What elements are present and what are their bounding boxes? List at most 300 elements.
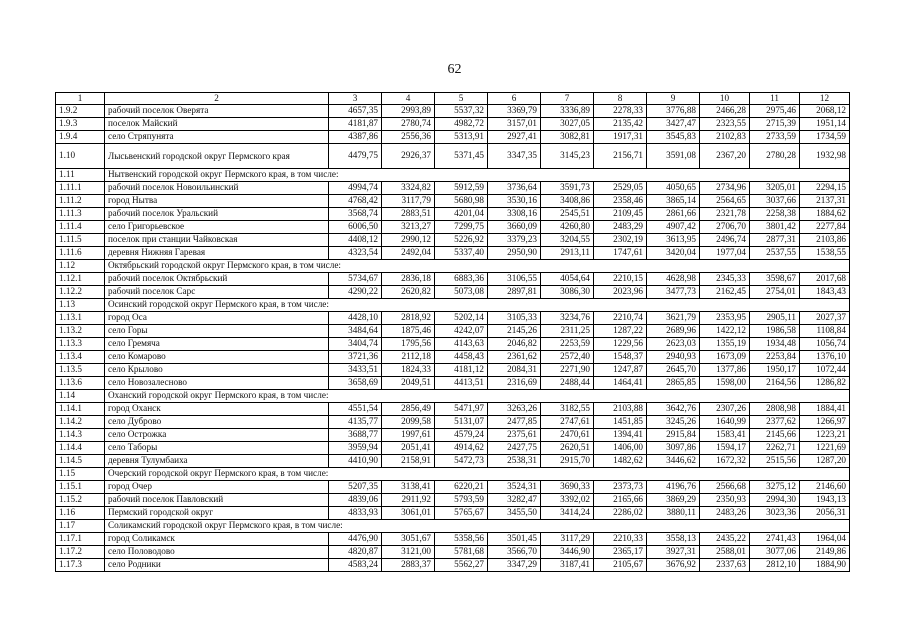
value-cell: 3086,30	[541, 286, 594, 299]
value-cell: 2754,01	[750, 286, 800, 299]
column-header: 5	[435, 93, 488, 105]
value-cell: 4833,93	[329, 507, 382, 520]
row-code: 1.14.5	[56, 455, 105, 468]
value-cell: 4323,54	[329, 247, 382, 260]
value-cell: 3182,55	[541, 403, 594, 416]
section-row	[56, 390, 850, 403]
section-title: Соликамский городской округ Пермского края, в том числе:	[105, 520, 850, 533]
value-cell: 2488,44	[541, 377, 594, 390]
value-cell: 2994,30	[750, 494, 800, 507]
column-header: 6	[488, 93, 541, 105]
value-cell: 4476,90	[329, 533, 382, 546]
value-cell: 2812,10	[750, 559, 800, 572]
value-cell: 3545,83	[647, 131, 700, 144]
value-cell: 4050,65	[647, 182, 700, 195]
value-cell: 2645,70	[647, 364, 700, 377]
value-cell: 3121,00	[382, 546, 435, 559]
value-cell: 1917,31	[594, 131, 647, 144]
value-cell: 2277,84	[800, 221, 850, 234]
value-cell: 1406,00	[594, 442, 647, 455]
row-name: поселок Майский	[105, 118, 329, 131]
row-code: 1.14	[56, 390, 105, 403]
value-cell: 2897,81	[488, 286, 541, 299]
column-header: 9	[647, 93, 700, 105]
row-code: 1.16	[56, 507, 105, 520]
value-cell: 2377,62	[750, 416, 800, 429]
value-cell: 2734,96	[700, 182, 750, 195]
table-row	[56, 312, 850, 325]
value-cell: 2286,02	[594, 507, 647, 520]
value-cell: 2572,40	[541, 351, 594, 364]
value-cell: 3392,02	[541, 494, 594, 507]
value-cell: 3282,47	[488, 494, 541, 507]
table-row	[56, 481, 850, 494]
value-cell: 1286,82	[800, 377, 850, 390]
row-name: рабочий поселок Уральский	[105, 208, 329, 221]
value-cell: 3138,41	[382, 481, 435, 494]
value-cell: 2103,86	[800, 234, 850, 247]
row-code: 1.12	[56, 260, 105, 273]
column-header: 11	[750, 93, 800, 105]
value-cell: 3477,73	[647, 286, 700, 299]
value-cell: 2145,66	[750, 429, 800, 442]
value-cell: 5073,08	[435, 286, 488, 299]
value-cell: 2149,86	[800, 546, 850, 559]
value-cell: 5131,07	[435, 416, 488, 429]
value-cell: 4479,75	[329, 144, 382, 169]
value-cell: 3082,81	[541, 131, 594, 144]
value-cell: 3690,33	[541, 481, 594, 494]
value-cell: 3446,62	[647, 455, 700, 468]
value-cell: 2808,98	[750, 403, 800, 416]
value-cell: 2911,92	[382, 494, 435, 507]
row-name: город Оханск	[105, 403, 329, 416]
table-row	[56, 377, 850, 390]
section-row	[56, 260, 850, 273]
value-cell: 3427,47	[647, 118, 700, 131]
value-cell: 4410,90	[329, 455, 382, 468]
value-cell: 3324,82	[382, 182, 435, 195]
table-row	[56, 286, 850, 299]
value-cell: 3869,29	[647, 494, 700, 507]
value-cell: 2990,12	[382, 234, 435, 247]
value-cell: 5680,98	[435, 195, 488, 208]
row-name: Лысьвенский городской округ Пермского края	[105, 144, 329, 169]
value-cell: 1287,22	[594, 325, 647, 338]
value-cell: 6883,36	[435, 273, 488, 286]
section-row	[56, 468, 850, 481]
value-cell: 3927,31	[647, 546, 700, 559]
row-code: 1.15.1	[56, 481, 105, 494]
value-cell: 2492,04	[382, 247, 435, 260]
value-cell: 3187,41	[541, 559, 594, 572]
value-cell: 2023,96	[594, 286, 647, 299]
value-cell: 3263,26	[488, 403, 541, 416]
value-cell: 2741,43	[750, 533, 800, 546]
value-cell: 1221,69	[800, 442, 850, 455]
row-name: рабочий поселок Новоильинский	[105, 182, 329, 195]
value-cell: 2556,36	[382, 131, 435, 144]
value-cell: 4260,80	[541, 221, 594, 234]
value-cell: 3037,66	[750, 195, 800, 208]
value-cell: 1223,21	[800, 429, 850, 442]
value-cell: 2049,51	[382, 377, 435, 390]
value-cell: 2856,49	[382, 403, 435, 416]
value-cell: 2877,31	[750, 234, 800, 247]
value-cell: 5734,67	[329, 273, 382, 286]
value-cell: 4657,35	[329, 105, 382, 118]
row-name: деревня Тулумбаиха	[105, 455, 329, 468]
value-cell: 2427,75	[488, 442, 541, 455]
value-cell: 2435,22	[700, 533, 750, 546]
value-cell: 1422,12	[700, 325, 750, 338]
value-cell: 2350,93	[700, 494, 750, 507]
value-cell: 2103,88	[594, 403, 647, 416]
value-cell: 3027,05	[541, 118, 594, 131]
value-cell: 2883,51	[382, 208, 435, 221]
value-cell: 4839,06	[329, 494, 382, 507]
value-cell: 2068,12	[800, 105, 850, 118]
value-cell: 2102,83	[700, 131, 750, 144]
value-cell: 2084,31	[488, 364, 541, 377]
value-cell: 2733,59	[750, 131, 800, 144]
value-cell: 2337,63	[700, 559, 750, 572]
value-cell: 3023,36	[750, 507, 800, 520]
value-cell: 1072,44	[800, 364, 850, 377]
value-cell: 2470,61	[541, 429, 594, 442]
value-cell: 2262,71	[750, 442, 800, 455]
value-cell: 2367,20	[700, 144, 750, 169]
value-cell: 1464,41	[594, 377, 647, 390]
value-cell: 4579,24	[435, 429, 488, 442]
table-row	[56, 455, 850, 468]
value-cell: 1964,04	[800, 533, 850, 546]
value-cell: 3379,23	[488, 234, 541, 247]
value-cell: 3347,35	[488, 144, 541, 169]
value-cell: 5202,14	[435, 312, 488, 325]
column-header: 7	[541, 93, 594, 105]
row-code: 1.13	[56, 299, 105, 312]
value-cell: 1950,17	[750, 364, 800, 377]
row-name: село Крылово	[105, 364, 329, 377]
value-cell: 1108,84	[800, 325, 850, 338]
value-cell: 2715,39	[750, 118, 800, 131]
section-row	[56, 299, 850, 312]
value-cell: 1843,43	[800, 286, 850, 299]
row-code: 1.11.3	[56, 208, 105, 221]
value-cell: 1548,37	[594, 351, 647, 364]
value-cell: 3117,29	[541, 533, 594, 546]
value-cell: 3660,09	[488, 221, 541, 234]
row-name: село Таборы	[105, 442, 329, 455]
value-cell: 1640,99	[700, 416, 750, 429]
value-cell: 1583,41	[700, 429, 750, 442]
value-cell: 3484,64	[329, 325, 382, 338]
row-code: 1.17.1	[56, 533, 105, 546]
value-cell: 2940,93	[647, 351, 700, 364]
value-cell: 2905,11	[750, 312, 800, 325]
value-cell: 5781,68	[435, 546, 488, 559]
value-cell: 2373,73	[594, 481, 647, 494]
column-header: 4	[382, 93, 435, 105]
value-cell: 3568,74	[329, 208, 382, 221]
value-cell: 2496,74	[700, 234, 750, 247]
value-cell: 2836,18	[382, 273, 435, 286]
value-cell: 2323,55	[700, 118, 750, 131]
value-cell: 4290,22	[329, 286, 382, 299]
value-cell: 2780,74	[382, 118, 435, 131]
value-cell: 5207,35	[329, 481, 382, 494]
row-name: Пермский городской округ	[105, 507, 329, 520]
value-cell: 2913,11	[541, 247, 594, 260]
value-cell: 2046,82	[488, 338, 541, 351]
value-cell: 2477,85	[488, 416, 541, 429]
value-cell: 4054,64	[541, 273, 594, 286]
row-code: 1.13.1	[56, 312, 105, 325]
section-title: Нытвенский городской округ Пермского края, в том числе:	[105, 169, 850, 182]
row-code: 1.17	[56, 520, 105, 533]
value-cell: 4820,87	[329, 546, 382, 559]
column-header: 3	[329, 93, 382, 105]
value-cell: 2321,78	[700, 208, 750, 221]
value-cell: 3336,89	[541, 105, 594, 118]
row-name: рабочий поселок Оверята	[105, 105, 329, 118]
value-cell: 3106,55	[488, 273, 541, 286]
value-cell: 3446,90	[541, 546, 594, 559]
row-code: 1.17.2	[56, 546, 105, 559]
table-row	[56, 416, 850, 429]
row-name: рабочий поселок Сарс	[105, 286, 329, 299]
value-cell: 2307,26	[700, 403, 750, 416]
table-row	[56, 494, 850, 507]
row-code: 1.11	[56, 169, 105, 182]
value-cell: 5371,45	[435, 144, 488, 169]
row-name: город Соликамск	[105, 533, 329, 546]
tariff-table	[55, 92, 850, 572]
value-cell: 5472,73	[435, 455, 488, 468]
value-cell: 3097,86	[647, 442, 700, 455]
value-cell: 4413,51	[435, 377, 488, 390]
value-cell: 4914,62	[435, 442, 488, 455]
value-cell: 2258,38	[750, 208, 800, 221]
value-cell: 3558,13	[647, 533, 700, 546]
value-cell: 1355,19	[700, 338, 750, 351]
value-cell: 5562,27	[435, 559, 488, 572]
value-cell: 5337,40	[435, 247, 488, 260]
value-cell: 2109,45	[594, 208, 647, 221]
value-cell: 2993,89	[382, 105, 435, 118]
section-row	[56, 520, 850, 533]
row-name: село Комарово	[105, 351, 329, 364]
value-cell: 3408,86	[541, 195, 594, 208]
value-cell: 1594,17	[700, 442, 750, 455]
value-cell: 2620,82	[382, 286, 435, 299]
value-cell: 2105,67	[594, 559, 647, 572]
row-name: город Оса	[105, 312, 329, 325]
table-row	[56, 208, 850, 221]
value-cell: 1884,41	[800, 403, 850, 416]
value-cell: 1376,10	[800, 351, 850, 364]
value-cell: 2316,69	[488, 377, 541, 390]
table-row	[56, 546, 850, 559]
value-cell: 2564,65	[700, 195, 750, 208]
row-code: 1.11.2	[56, 195, 105, 208]
table-row	[56, 221, 850, 234]
value-cell: 3157,01	[488, 118, 541, 131]
value-cell: 2156,71	[594, 144, 647, 169]
value-cell: 3880,11	[647, 507, 700, 520]
value-cell: 2311,25	[541, 325, 594, 338]
value-cell: 1229,56	[594, 338, 647, 351]
row-name: село Половодово	[105, 546, 329, 559]
value-cell: 1056,74	[800, 338, 850, 351]
value-cell: 2017,68	[800, 273, 850, 286]
value-cell: 5471,97	[435, 403, 488, 416]
row-name: город Очер	[105, 481, 329, 494]
value-cell: 3077,06	[750, 546, 800, 559]
value-cell: 4428,10	[329, 312, 382, 325]
value-cell: 2861,66	[647, 208, 700, 221]
row-code: 1.9.3	[56, 118, 105, 131]
table-body	[56, 105, 850, 572]
value-cell: 2588,01	[700, 546, 750, 559]
value-cell: 5313,91	[435, 131, 488, 144]
value-cell: 4181,87	[329, 118, 382, 131]
row-name: деревня Нижняя Гаревая	[105, 247, 329, 260]
value-cell: 3613,95	[647, 234, 700, 247]
value-cell: 2975,46	[750, 105, 800, 118]
row-code: 1.12.2	[56, 286, 105, 299]
value-cell: 2112,18	[382, 351, 435, 364]
value-cell: 2483,29	[594, 221, 647, 234]
value-cell: 2210,74	[594, 312, 647, 325]
value-cell: 2375,61	[488, 429, 541, 442]
row-code: 1.11.4	[56, 221, 105, 234]
row-name: село Стряпунята	[105, 131, 329, 144]
row-name: поселок при станции Чайковская	[105, 234, 329, 247]
value-cell: 1977,04	[700, 247, 750, 260]
table-row	[56, 182, 850, 195]
value-cell: 3051,67	[382, 533, 435, 546]
value-cell: 3455,50	[488, 507, 541, 520]
value-cell: 2927,41	[488, 131, 541, 144]
value-cell: 3105,33	[488, 312, 541, 325]
row-code: 1.14.4	[56, 442, 105, 455]
value-cell: 3658,69	[329, 377, 382, 390]
table-row	[56, 144, 850, 169]
value-cell: 4583,24	[329, 559, 382, 572]
value-cell: 5358,56	[435, 533, 488, 546]
value-cell: 3598,67	[750, 273, 800, 286]
value-cell: 3205,01	[750, 182, 800, 195]
row-code: 1.13.6	[56, 377, 105, 390]
value-cell: 6006,50	[329, 221, 382, 234]
value-cell: 1795,56	[382, 338, 435, 351]
value-cell: 5226,92	[435, 234, 488, 247]
value-cell: 2056,31	[800, 507, 850, 520]
value-cell: 2883,37	[382, 559, 435, 572]
page-number: 62	[447, 62, 462, 77]
value-cell: 3275,12	[750, 481, 800, 494]
row-name: рабочий поселок Октябрьский	[105, 273, 329, 286]
value-cell: 3245,26	[647, 416, 700, 429]
value-cell: 3404,74	[329, 338, 382, 351]
value-cell: 1932,98	[800, 144, 850, 169]
value-cell: 4982,72	[435, 118, 488, 131]
row-name: село Григорьевское	[105, 221, 329, 234]
value-cell: 3234,76	[541, 312, 594, 325]
value-cell: 2165,66	[594, 494, 647, 507]
value-cell: 4628,98	[647, 273, 700, 286]
value-cell: 1598,00	[700, 377, 750, 390]
value-cell: 2145,26	[488, 325, 541, 338]
value-cell: 2051,41	[382, 442, 435, 455]
value-cell: 2353,95	[700, 312, 750, 325]
row-code: 1.13.4	[56, 351, 105, 364]
table-row	[56, 533, 850, 546]
header-row	[56, 93, 850, 105]
value-cell: 4181,12	[435, 364, 488, 377]
value-cell: 3721,36	[329, 351, 382, 364]
row-code: 1.14.1	[56, 403, 105, 416]
value-cell: 4143,63	[435, 338, 488, 351]
table-row	[56, 131, 850, 144]
value-cell: 3688,77	[329, 429, 382, 442]
table-row	[56, 364, 850, 377]
value-cell: 2253,84	[750, 351, 800, 364]
column-header: 8	[594, 93, 647, 105]
row-name: село Родники	[105, 559, 329, 572]
value-cell: 2747,61	[541, 416, 594, 429]
value-cell: 3591,08	[647, 144, 700, 169]
value-cell: 1824,33	[382, 364, 435, 377]
value-cell: 1997,61	[382, 429, 435, 442]
row-name: город Нытва	[105, 195, 329, 208]
value-cell: 3117,79	[382, 195, 435, 208]
value-cell: 4458,43	[435, 351, 488, 364]
value-cell: 1247,87	[594, 364, 647, 377]
section-row	[56, 169, 850, 182]
value-cell: 3308,16	[488, 208, 541, 221]
value-cell: 2294,15	[800, 182, 850, 195]
value-cell: 3621,79	[647, 312, 700, 325]
value-cell: 2365,17	[594, 546, 647, 559]
value-cell: 2780,28	[750, 144, 800, 169]
value-cell: 3369,79	[488, 105, 541, 118]
row-code: 1.9.2	[56, 105, 105, 118]
value-cell: 5765,67	[435, 507, 488, 520]
value-cell: 2950,90	[488, 247, 541, 260]
value-cell: 3566,70	[488, 546, 541, 559]
value-cell: 2865,85	[647, 377, 700, 390]
value-cell: 7299,75	[435, 221, 488, 234]
value-cell: 1482,62	[594, 455, 647, 468]
value-cell: 2210,15	[594, 273, 647, 286]
value-cell: 4408,12	[329, 234, 382, 247]
row-code: 1.12.1	[56, 273, 105, 286]
column-header: 10	[700, 93, 750, 105]
table-row	[56, 507, 850, 520]
value-cell: 2466,28	[700, 105, 750, 118]
value-cell: 1377,86	[700, 364, 750, 377]
value-cell: 1875,46	[382, 325, 435, 338]
value-cell: 4768,42	[329, 195, 382, 208]
table-row	[56, 273, 850, 286]
value-cell: 2926,37	[382, 144, 435, 169]
row-code: 1.11.6	[56, 247, 105, 260]
value-cell: 1538,55	[800, 247, 850, 260]
value-cell: 2271,90	[541, 364, 594, 377]
